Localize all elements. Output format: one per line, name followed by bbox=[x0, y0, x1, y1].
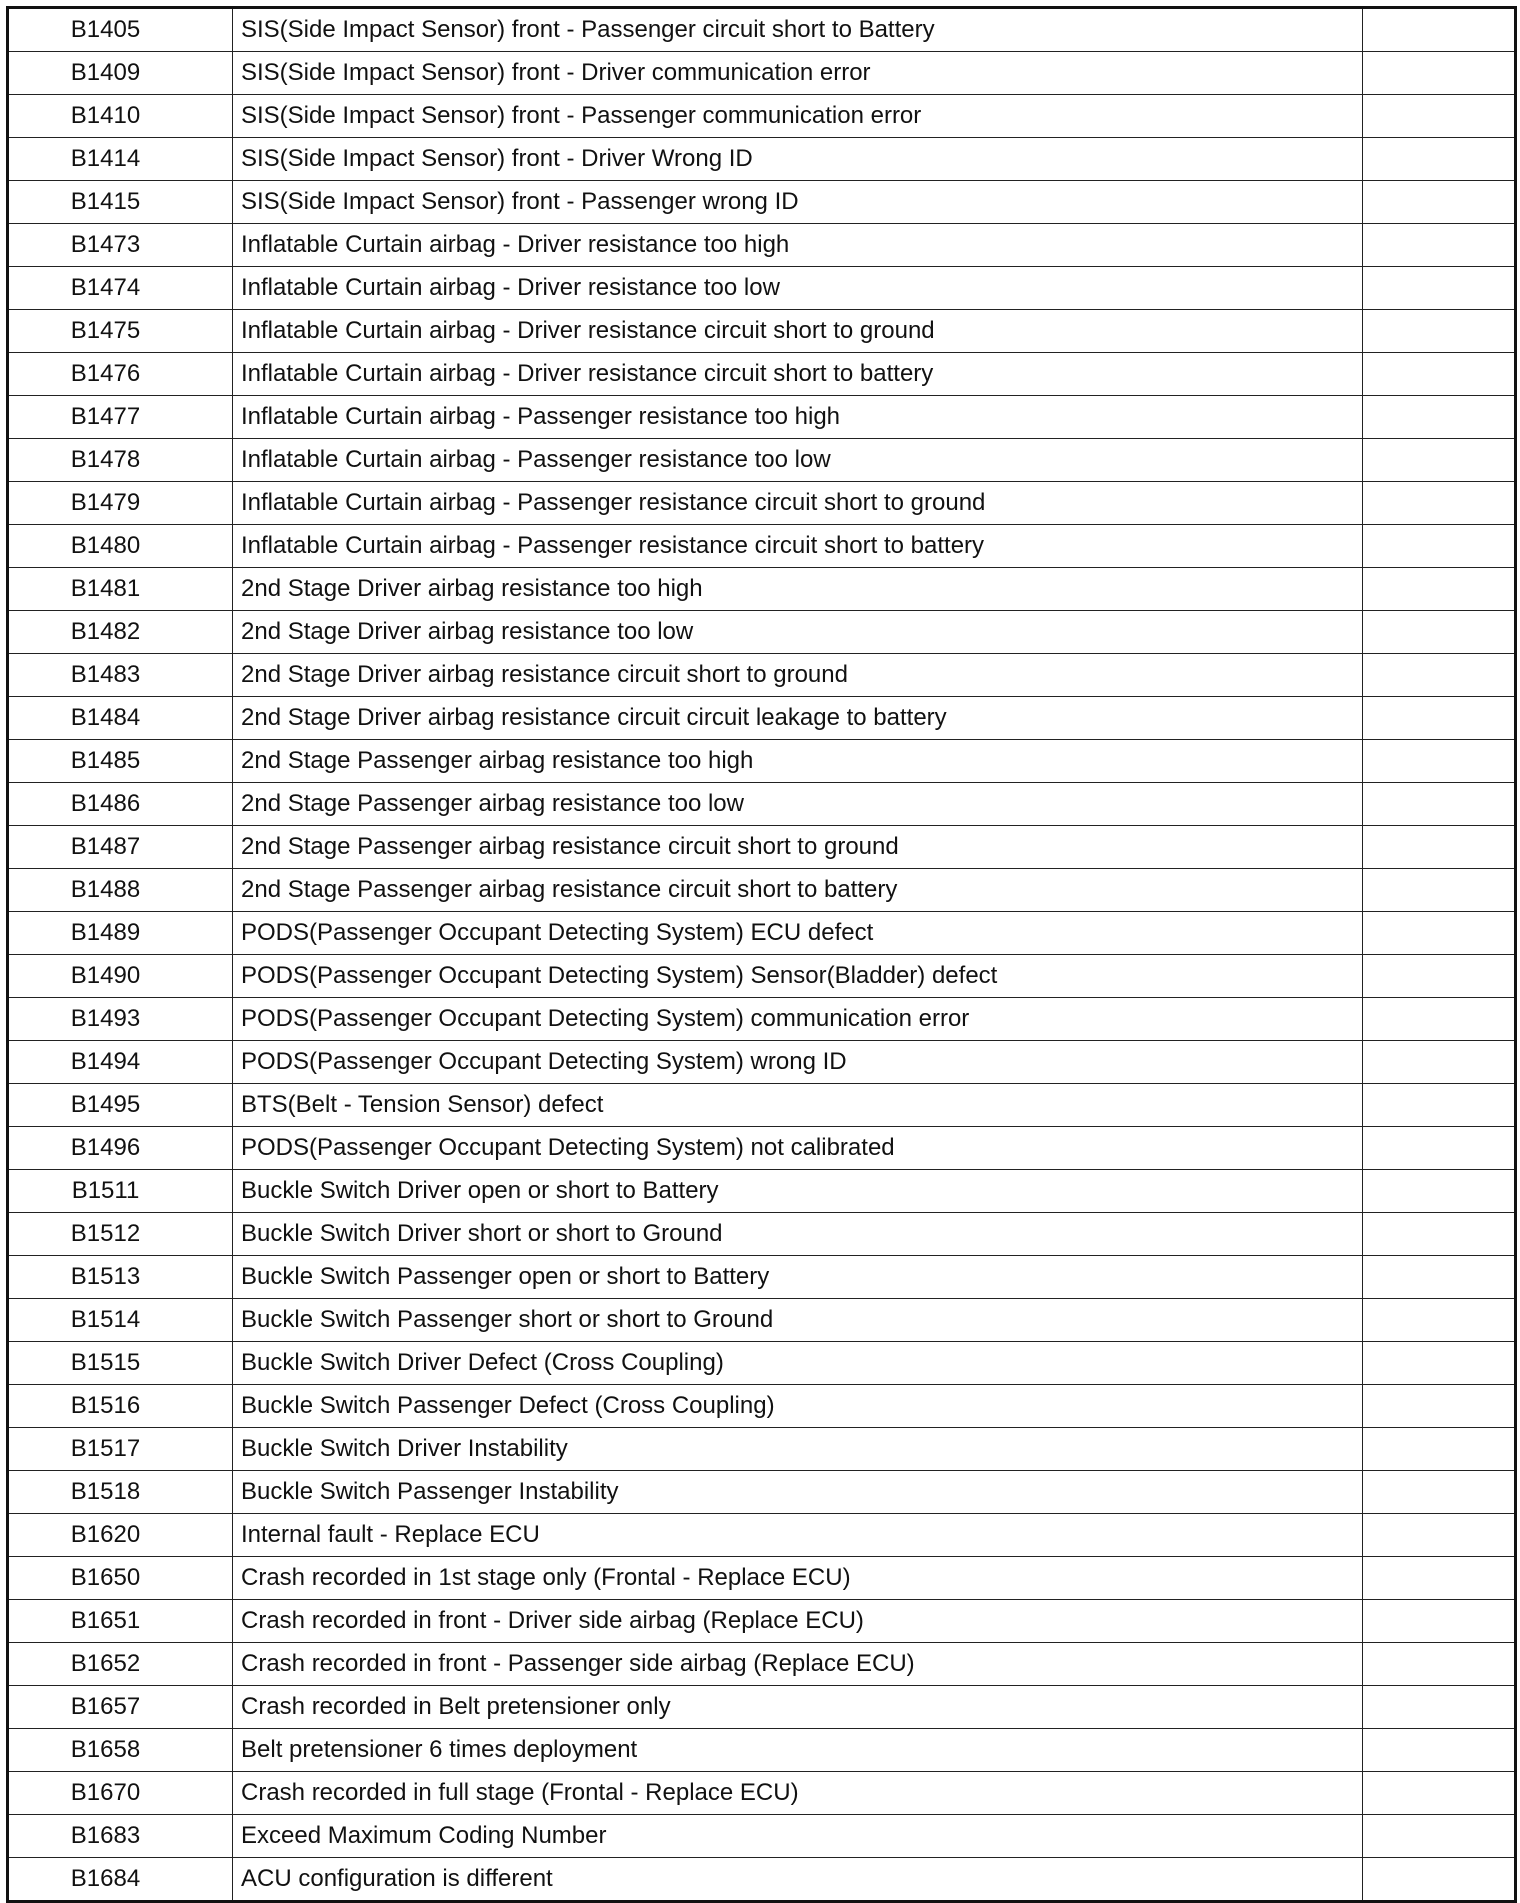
dtc-description-cell: Inflatable Curtain airbag - Passenger resistance too low bbox=[233, 439, 1363, 482]
table-row bbox=[8, 525, 1516, 568]
dtc-code-cell: B1478 bbox=[8, 439, 233, 482]
dtc-code-cell: B1516 bbox=[8, 1385, 233, 1428]
empty-cell bbox=[1363, 1557, 1516, 1600]
dtc-description-cell: Buckle Switch Passenger short or short to Ground bbox=[233, 1299, 1363, 1342]
dtc-description-cell: Crash recorded in 1st stage only (Frontal - Replace ECU) bbox=[233, 1557, 1363, 1600]
empty-cell bbox=[1363, 138, 1516, 181]
dtc-code-cell: B1415 bbox=[8, 181, 233, 224]
table-row bbox=[8, 1385, 1516, 1428]
dtc-code-cell: B1512 bbox=[8, 1213, 233, 1256]
dtc-code-cell: B1482 bbox=[8, 611, 233, 654]
dtc-description-cell: Buckle Switch Driver short or short to Ground bbox=[233, 1213, 1363, 1256]
empty-cell bbox=[1363, 525, 1516, 568]
dtc-description-cell: Crash recorded in front - Driver side airbag (Replace ECU) bbox=[233, 1600, 1363, 1643]
empty-cell bbox=[1363, 1385, 1516, 1428]
table-row bbox=[8, 482, 1516, 525]
empty-cell bbox=[1363, 1170, 1516, 1213]
table-row bbox=[8, 1299, 1516, 1342]
dtc-code-table bbox=[6, 6, 1517, 1903]
dtc-code-cell: B1414 bbox=[8, 138, 233, 181]
table-row bbox=[8, 1256, 1516, 1299]
dtc-description-cell: BTS(Belt - Tension Sensor) defect bbox=[233, 1084, 1363, 1127]
dtc-code-cell: B1495 bbox=[8, 1084, 233, 1127]
dtc-description-cell: SIS(Side Impact Sensor) front - Passenger communication error bbox=[233, 95, 1363, 138]
table-row bbox=[8, 138, 1516, 181]
dtc-description-cell: Buckle Switch Passenger Defect (Cross Coupling) bbox=[233, 1385, 1363, 1428]
empty-cell bbox=[1363, 1600, 1516, 1643]
dtc-code-cell: B1513 bbox=[8, 1256, 233, 1299]
dtc-description-cell: 2nd Stage Passenger airbag resistance circuit short to ground bbox=[233, 826, 1363, 869]
table-row bbox=[8, 611, 1516, 654]
table-row bbox=[8, 869, 1516, 912]
empty-cell bbox=[1363, 568, 1516, 611]
table-row bbox=[8, 1041, 1516, 1084]
dtc-description-cell: Inflatable Curtain airbag - Passenger resistance circuit short to battery bbox=[233, 525, 1363, 568]
dtc-code-cell: B1658 bbox=[8, 1729, 233, 1772]
dtc-code-cell: B1515 bbox=[8, 1342, 233, 1385]
empty-cell bbox=[1363, 1127, 1516, 1170]
empty-cell bbox=[1363, 1084, 1516, 1127]
dtc-code-cell: B1650 bbox=[8, 1557, 233, 1600]
empty-cell bbox=[1363, 1643, 1516, 1686]
table-row bbox=[8, 52, 1516, 95]
empty-cell bbox=[1363, 310, 1516, 353]
empty-cell bbox=[1363, 95, 1516, 138]
table-row bbox=[8, 1084, 1516, 1127]
dtc-description-cell: PODS(Passenger Occupant Detecting System) communication error bbox=[233, 998, 1363, 1041]
table-row bbox=[8, 568, 1516, 611]
empty-cell bbox=[1363, 826, 1516, 869]
table-row bbox=[8, 912, 1516, 955]
dtc-code-cell: B1475 bbox=[8, 310, 233, 353]
dtc-description-cell: Exceed Maximum Coding Number bbox=[233, 1815, 1363, 1858]
dtc-code-cell: B1511 bbox=[8, 1170, 233, 1213]
empty-cell bbox=[1363, 1858, 1516, 1902]
empty-cell bbox=[1363, 654, 1516, 697]
table-row bbox=[8, 396, 1516, 439]
dtc-code-cell: B1496 bbox=[8, 1127, 233, 1170]
dtc-description-cell: Crash recorded in front - Passenger side airbag (Replace ECU) bbox=[233, 1643, 1363, 1686]
dtc-code-cell: B1683 bbox=[8, 1815, 233, 1858]
table-row bbox=[8, 1342, 1516, 1385]
dtc-code-cell: B1490 bbox=[8, 955, 233, 998]
dtc-description-cell: PODS(Passenger Occupant Detecting System) wrong ID bbox=[233, 1041, 1363, 1084]
dtc-description-cell: SIS(Side Impact Sensor) front - Driver Wrong ID bbox=[233, 138, 1363, 181]
dtc-code-cell: B1489 bbox=[8, 912, 233, 955]
dtc-description-cell: 2nd Stage Driver airbag resistance too low bbox=[233, 611, 1363, 654]
table-row bbox=[8, 1557, 1516, 1600]
dtc-description-cell: Crash recorded in Belt pretensioner only bbox=[233, 1686, 1363, 1729]
dtc-description-cell: ACU configuration is different bbox=[233, 1858, 1363, 1902]
dtc-description-cell: Inflatable Curtain airbag - Driver resistance circuit short to ground bbox=[233, 310, 1363, 353]
dtc-description-cell: Internal fault - Replace ECU bbox=[233, 1514, 1363, 1557]
dtc-code-cell: B1652 bbox=[8, 1643, 233, 1686]
dtc-code-cell: B1488 bbox=[8, 869, 233, 912]
dtc-description-cell: Buckle Switch Driver open or short to Battery bbox=[233, 1170, 1363, 1213]
dtc-description-cell: PODS(Passenger Occupant Detecting System) Sensor(Bladder) defect bbox=[233, 955, 1363, 998]
dtc-code-cell: B1514 bbox=[8, 1299, 233, 1342]
empty-cell bbox=[1363, 224, 1516, 267]
dtc-description-cell: Buckle Switch Passenger open or short to Battery bbox=[233, 1256, 1363, 1299]
table-row bbox=[8, 1213, 1516, 1256]
empty-cell bbox=[1363, 1686, 1516, 1729]
dtc-code-cell: B1477 bbox=[8, 396, 233, 439]
empty-cell bbox=[1363, 1514, 1516, 1557]
dtc-code-cell: B1483 bbox=[8, 654, 233, 697]
dtc-description-cell: Inflatable Curtain airbag - Driver resistance too low bbox=[233, 267, 1363, 310]
table-row bbox=[8, 1471, 1516, 1514]
table-row bbox=[8, 1514, 1516, 1557]
empty-cell bbox=[1363, 783, 1516, 826]
dtc-code-cell: B1486 bbox=[8, 783, 233, 826]
table-row bbox=[8, 439, 1516, 482]
dtc-code-cell: B1474 bbox=[8, 267, 233, 310]
empty-cell bbox=[1363, 611, 1516, 654]
dtc-description-cell: Buckle Switch Passenger Instability bbox=[233, 1471, 1363, 1514]
dtc-description-cell: Buckle Switch Driver Defect (Cross Coupling) bbox=[233, 1342, 1363, 1385]
dtc-description-cell: Inflatable Curtain airbag - Passenger resistance too high bbox=[233, 396, 1363, 439]
table-row bbox=[8, 181, 1516, 224]
dtc-code-cell: B1405 bbox=[8, 8, 233, 52]
dtc-description-cell: SIS(Side Impact Sensor) front - Driver communication error bbox=[233, 52, 1363, 95]
empty-cell bbox=[1363, 439, 1516, 482]
empty-cell bbox=[1363, 912, 1516, 955]
table-row bbox=[8, 1600, 1516, 1643]
table-row bbox=[8, 826, 1516, 869]
table-row bbox=[8, 1643, 1516, 1686]
dtc-code-cell: B1487 bbox=[8, 826, 233, 869]
dtc-code-cell: B1494 bbox=[8, 1041, 233, 1084]
dtc-description-cell: 2nd Stage Passenger airbag resistance too low bbox=[233, 783, 1363, 826]
table-row bbox=[8, 1686, 1516, 1729]
dtc-code-cell: B1620 bbox=[8, 1514, 233, 1557]
empty-cell bbox=[1363, 1213, 1516, 1256]
empty-cell bbox=[1363, 181, 1516, 224]
table-row bbox=[8, 8, 1516, 52]
dtc-code-cell: B1479 bbox=[8, 482, 233, 525]
dtc-description-cell: 2nd Stage Driver airbag resistance too high bbox=[233, 568, 1363, 611]
empty-cell bbox=[1363, 998, 1516, 1041]
empty-cell bbox=[1363, 1729, 1516, 1772]
dtc-code-cell: B1670 bbox=[8, 1772, 233, 1815]
empty-cell bbox=[1363, 697, 1516, 740]
dtc-code-cell: B1493 bbox=[8, 998, 233, 1041]
dtc-code-cell: B1484 bbox=[8, 697, 233, 740]
empty-cell bbox=[1363, 1815, 1516, 1858]
dtc-description-cell: 2nd Stage Passenger airbag resistance circuit short to battery bbox=[233, 869, 1363, 912]
dtc-description-cell: Inflatable Curtain airbag - Driver resistance too high bbox=[233, 224, 1363, 267]
empty-cell bbox=[1363, 1041, 1516, 1084]
table-row bbox=[8, 1428, 1516, 1471]
dtc-description-cell: Crash recorded in full stage (Frontal - Replace ECU) bbox=[233, 1772, 1363, 1815]
dtc-code-cell: B1657 bbox=[8, 1686, 233, 1729]
dtc-description-cell: 2nd Stage Passenger airbag resistance too high bbox=[233, 740, 1363, 783]
dtc-code-cell: B1410 bbox=[8, 95, 233, 138]
table-row bbox=[8, 998, 1516, 1041]
dtc-description-cell: SIS(Side Impact Sensor) front - Passenger circuit short to Battery bbox=[233, 8, 1363, 52]
dtc-code-cell: B1481 bbox=[8, 568, 233, 611]
dtc-description-cell: Inflatable Curtain airbag - Driver resistance circuit short to battery bbox=[233, 353, 1363, 396]
table-row bbox=[8, 1815, 1516, 1858]
table-row bbox=[8, 224, 1516, 267]
dtc-code-cell: B1480 bbox=[8, 525, 233, 568]
empty-cell bbox=[1363, 1471, 1516, 1514]
dtc-description-cell: 2nd Stage Driver airbag resistance circuit short to ground bbox=[233, 654, 1363, 697]
table-row bbox=[8, 955, 1516, 998]
table-row bbox=[8, 1127, 1516, 1170]
dtc-description-cell: Inflatable Curtain airbag - Passenger resistance circuit short to ground bbox=[233, 482, 1363, 525]
dtc-code-cell: B1651 bbox=[8, 1600, 233, 1643]
dtc-table-body bbox=[8, 8, 1516, 1902]
dtc-description-cell: Belt pretensioner 6 times deployment bbox=[233, 1729, 1363, 1772]
empty-cell bbox=[1363, 1342, 1516, 1385]
dtc-code-cell: B1409 bbox=[8, 52, 233, 95]
dtc-description-cell: SIS(Side Impact Sensor) front - Passenger wrong ID bbox=[233, 181, 1363, 224]
empty-cell bbox=[1363, 740, 1516, 783]
empty-cell bbox=[1363, 396, 1516, 439]
empty-cell bbox=[1363, 8, 1516, 52]
dtc-code-cell: B1517 bbox=[8, 1428, 233, 1471]
empty-cell bbox=[1363, 1772, 1516, 1815]
table-row bbox=[8, 783, 1516, 826]
table-row bbox=[8, 1772, 1516, 1815]
empty-cell bbox=[1363, 1299, 1516, 1342]
dtc-code-cell: B1473 bbox=[8, 224, 233, 267]
table-row bbox=[8, 1858, 1516, 1902]
empty-cell bbox=[1363, 482, 1516, 525]
empty-cell bbox=[1363, 1428, 1516, 1471]
empty-cell bbox=[1363, 353, 1516, 396]
table-row bbox=[8, 95, 1516, 138]
dtc-description-cell: 2nd Stage Driver airbag resistance circuit circuit leakage to battery bbox=[233, 697, 1363, 740]
table-row bbox=[8, 697, 1516, 740]
dtc-description-cell: Buckle Switch Driver Instability bbox=[233, 1428, 1363, 1471]
dtc-code-cell: B1476 bbox=[8, 353, 233, 396]
table-row bbox=[8, 654, 1516, 697]
empty-cell bbox=[1363, 1256, 1516, 1299]
table-row bbox=[8, 1170, 1516, 1213]
dtc-code-cell: B1485 bbox=[8, 740, 233, 783]
table-row bbox=[8, 740, 1516, 783]
table-row bbox=[8, 267, 1516, 310]
table-row bbox=[8, 1729, 1516, 1772]
dtc-code-cell: B1684 bbox=[8, 1858, 233, 1902]
empty-cell bbox=[1363, 52, 1516, 95]
empty-cell bbox=[1363, 955, 1516, 998]
table-row bbox=[8, 310, 1516, 353]
table-row bbox=[8, 353, 1516, 396]
empty-cell bbox=[1363, 869, 1516, 912]
dtc-description-cell: PODS(Passenger Occupant Detecting System) not calibrated bbox=[233, 1127, 1363, 1170]
dtc-code-cell: B1518 bbox=[8, 1471, 233, 1514]
empty-cell bbox=[1363, 267, 1516, 310]
dtc-description-cell: PODS(Passenger Occupant Detecting System) ECU defect bbox=[233, 912, 1363, 955]
